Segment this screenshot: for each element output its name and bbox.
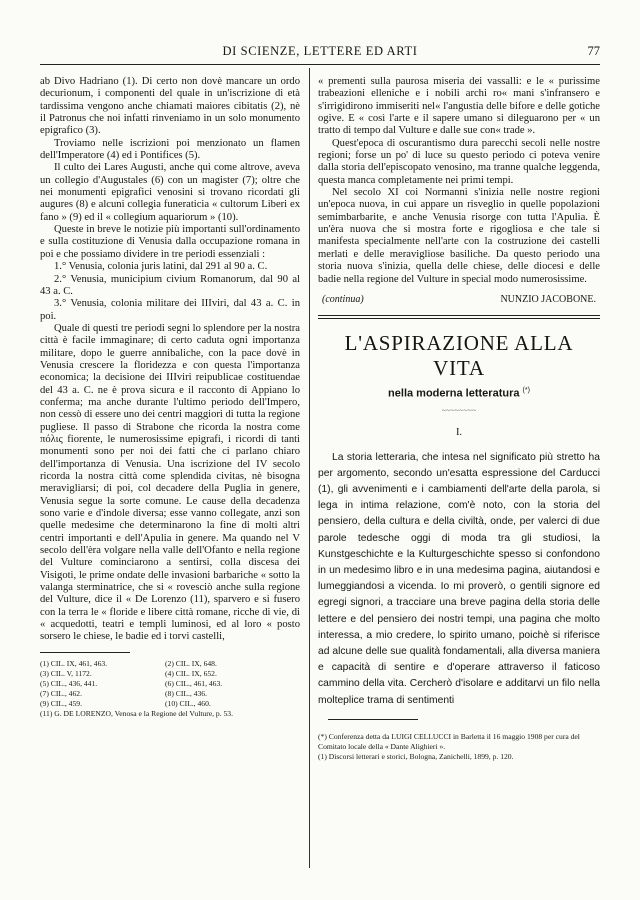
footnotes [40,659,300,709]
paragraph: Nel secolo XI coi Normanni s'inizia nelle nostre regioni un'epoca nuova, in cui appare un risveglio in quelle popolazioni semimbarbarite, e anche Venusia risorge con tutta l'Apulia. È un'èra nuova che si mostra forte e rigogliosa e che tale si manifesta specialmente nell'arte con la costruzione dei castelli merlati e delle meravigliose basiliche. Da questo periodo una storia nuova s'inizia, quella delle chiese, delle diocesi e delle badie nella regione del Vulture in special modo numerosissime. [318,187,600,285]
article-body [318,450,600,709]
author-name: NUNZIO JACOBONE. [500,293,596,305]
list-item: 1.° Venusia, colonia juris latini, dal 291 al 90 a. C. [54,261,268,273]
continued-label: (continua) [322,293,364,305]
paragraph: ab Divo Hadriano (1). Di certo non dovè mancare un ordo decurionum, i componenti del quale in un'iscrizione di età tardissima vengono anche chiamati maiores cibitatis (2), nè il Patronus che noi infatti rinveniamo in un solo monumento epigrafico (3). [40,76,300,137]
paragraph: « prementi sulla paurosa miseria dei vassalli: e le « purissime trabeazioni elleniche e i nobili archi ro« mani s'infransero e s'irrigidirono immiseriti nel« l'angustia delle bifore e delle gotiche ogive. E « così l'arte e il sapere umano si dileguarono per « un tratto di tempo dal Vulture e dalle sue con« trade ». [318,76,600,137]
column-divider [309,68,310,868]
footnote: (10) CIL., 460. [165,698,211,708]
signature-line [318,294,600,305]
subtitle-text: nella moderna letteratura [388,387,520,400]
left-column [40,76,300,719]
footnote: (5) CIL., 436, 441. [40,678,98,688]
page-number: 77 [587,44,600,58]
header-rule [40,64,600,65]
ornament-divider: ~~~~~~~~ [441,405,477,415]
paragraph: La storia letteraria, che intesa nel significato più stretto ha per argomento, secondo un'esatta espressione del Carducci (1), gli avvenimenti e i cambiamenti dell'arte della parola, si lega in intima relazione, com'è noto, con la storia del pensiero, della cultura e della civiltà, onde, per valerci di due parole tedesche oggi di moda tra gli studiosi, la Kunstgeschichte e la Kulturgeschichte spesso si confondono in un medesimo libro e in una medesima pagina, aiutandosi e lumeggiandosi a vicenda. Io mi proverò, o gentili signore ed egregi signori, a tracciare una breve pagina della storia delle lettere e del pensiero dei nostri tempi, una pagina che molto interessa, a mio credere, lo spirito umano, poichè si riferisce ad alcune delle sue qualità fondamentali, alla diversa maniera e capacità di sentire e d'operare attraverso il faticoso cammino della vita. Cercherò d'isolare e additarvi un filo nella molteplice trama di sentimenti [318,451,600,706]
footnote-rule [40,652,130,653]
footnote: (8) CIL., 436. [165,688,207,698]
list-item: 2.° Venusia, municipium civium Romanorum, dal 90 al 43 a. C. [40,273,300,297]
footnote-rule [328,719,418,720]
paragraph: Quale di questi tre periodi segni lo splendore per la nostra città è facile immaginare; di certo caduta ogni importanza militare, dopo le guerre annibaliche, con la pace dovè in Venusia crescere la floridezza e con questa l'importanza economica; la decisione dei IIIviri reipublicae costituendae del 43 a. C. ne è prova sicura e il racconto di Appiano lo conferma; ma anche durante l'ultimo periodo dell'Impero, non cessò di essere uno dei centri maggiori di tutta la regione pugliese. Il passo di Strabone che ricorda la nostra come πόλις fiorente, le numerosissime epigrafi, i ricordi di tanti monumenti sono per noi dei fatti che ci parlano chiaro dell'importanza di Venusia. Una iscrizione del IV secolo ricorda la nostra città come splendida civitas, nè bisogna meravigliarsi; di poi, col decadere della Puglia in genere, Venusia segue la sorte comune. Le cause della decadenza sono varie e d'indole diversa; esse vanno collegate, anzi son quelle medesime che determinarono la fine di molti altri centri importanti e dell'Apulia in genere. Ma quando nel V secolo dell'èra volgare nella valle dell'Ofanto e nella regione del Vulture cominciarono a sentirsi, colla discesa dei Visigoti, le prime ondate delle invasioni barbariche « sotto la valanga sterminatrice, che si « rovesciò anche sulla regione del Vulture, dice il « De Lorenzo (11), sparvero e si fusero con la terra le « floride e libere città romane, ricche di vie, di « acquedotti, teatri e templi luminosi, ed al loro « posto sorsero le chiese, le badie ed i torvi castelli, [40,322,300,643]
footnote: (3) CIL. V, 1172. [40,668,92,678]
paragraph: Quest'epoca di oscurantismo dura parecchi secoli nelle nostre regioni; forse un po' di luce su questo periodo ci poteva venire dalla storia dell'episcopato venosino, ma tranne qualche leggenda, questa manca completamente nei primi tempi. [318,137,600,186]
footnote: (11) G. DE LORENZO, Venosa e la Regione del Vulture, p. 53. [40,708,234,718]
running-title: DI SCIENZE, LETTERE ED ARTI [222,44,418,58]
footnote: (6) CIL., 461, 463. [165,678,223,688]
footnote: (2) CIL. IX, 648. [165,658,217,668]
paragraph: Troviamo nelle iscrizioni poi menzionato un flamen dell'Imperatore (4) ed i Pontifices (5). [40,137,300,162]
article-subtitle [318,387,600,400]
footnote: (*) Conferenza detta da LUIGI CELLUCCI in Barletta il 16 maggio 1908 per cura del Comitato locale della « Dante Alighieri ». [318,731,580,751]
footnote: (4) CIL. IX, 652. [165,668,217,678]
section-number: I. [455,426,463,438]
right-column [318,76,600,762]
periods-list [40,261,300,323]
footnote: (7) CIL., 462. [40,688,82,698]
list-item: 3.° Venusia, colonia militare dei IIIviri, dal 43 a. C. in poi. [40,298,300,322]
footnote: (1) Discorsi letterari e storici, Bologna, Zanichelli, 1899, p. 120. [318,751,514,761]
article-separator-double [318,318,600,319]
article-separator [318,315,600,316]
article-footnotes [318,732,600,762]
subtitle-footnote-mark: (*) [522,386,530,394]
running-header [40,44,600,60]
footnote: (9) CIL., 459. [40,698,82,708]
footnote: (1) CIL. IX, 461, 463. [40,658,108,668]
article-title: L'ASPIRAZIONE ALLA VITA [344,330,574,380]
paragraph: Queste in breve le notizie più importanti sull'ordinamento e sulla costituzione di Venusia dalla occupazione romana in poi e che possiamo dividere in tre periodi essenziali : [40,224,300,260]
paragraph: Il culto dei Lares Augusti, anche qui come altrove, aveva un collegio d'Augustales (6) con un magister (7); oltre che nei monumenti epigrafici venosini si trovano ricordati gli augures (8) e alcuni collegia funeraticia « cultorum Liberi ex fano » (9) ed il « collegium aquariorum » (10). [40,162,300,223]
